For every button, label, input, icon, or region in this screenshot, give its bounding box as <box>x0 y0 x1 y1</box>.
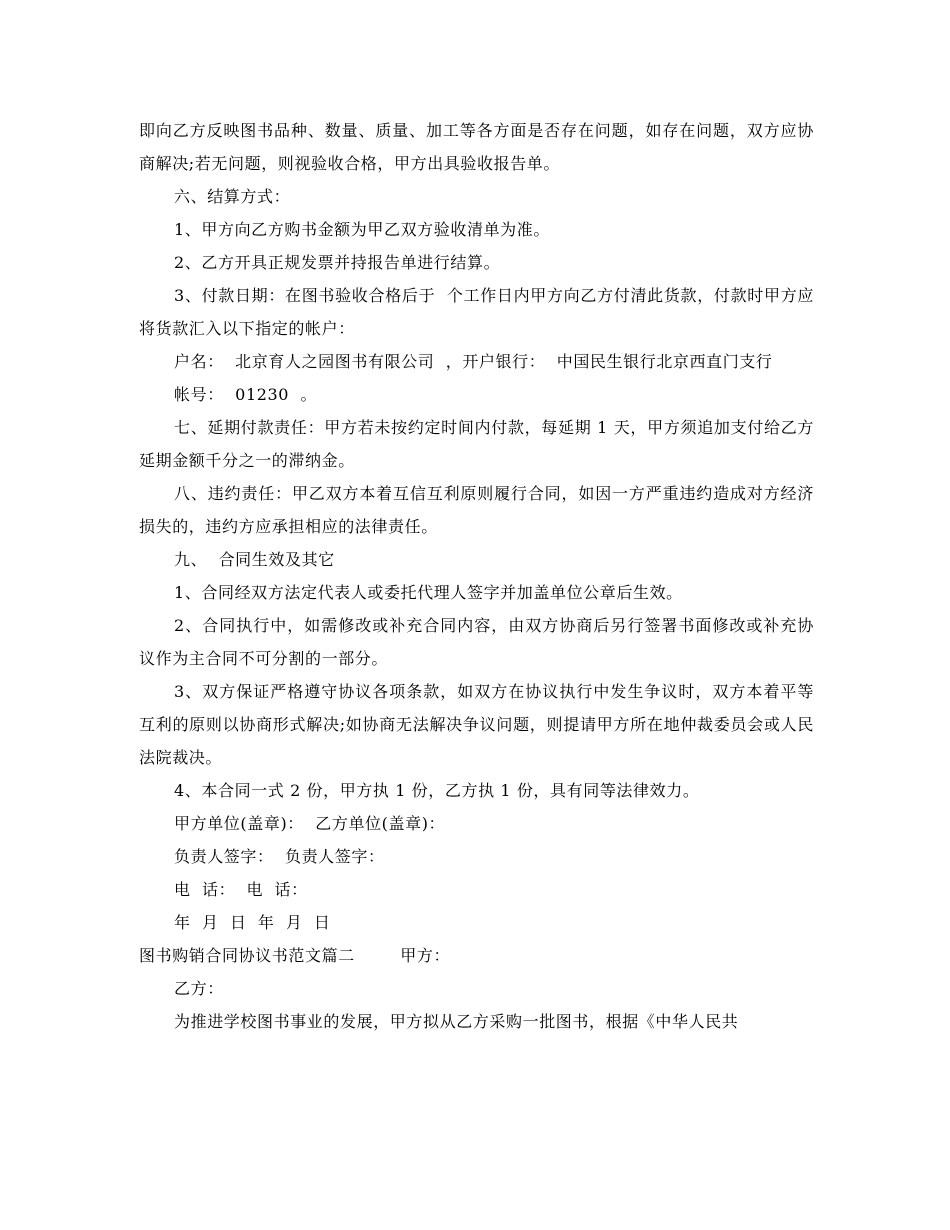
paragraph-effectiveness-1: 1、合同经双方法定代表人或委托代理人签字并加盖单位公章后生效。 <box>174 583 683 602</box>
heading-effectiveness: 九、 合同生效及其它 <box>174 550 335 569</box>
signature-phone: 电 话： 电 话： <box>174 880 308 899</box>
section-title-part-two: 图书购销合同协议书范文篇二 甲方： <box>139 946 451 965</box>
signature-unit-seal: 甲方单位(盖章)： 乙方单位(盖章)： <box>174 814 446 833</box>
document-body <box>139 114 814 1038</box>
paragraph-acceptance-continued: 即向乙方反映图书品种、数量、质量、加工等各方面是否存在问题，如存在问题，双方应协商解决;若无问题，则视验收合格，甲方出具验收报告单。 <box>139 121 814 173</box>
party-b-label: 乙方： <box>174 979 224 998</box>
signature-responsible-person: 负责人签字： 负责人签字： <box>174 847 385 866</box>
paragraph-settlement-3: 3、付款日期：在图书验收合格后于 个工作日内甲方向乙方付清此货款，付款时甲方应将货款汇入以下指定的帐户： <box>139 286 814 338</box>
paragraph-effectiveness-4: 4、本合同一式 2 份，甲方执 1 份，乙方执 1 份，具有同等法律效力。 <box>174 781 700 800</box>
paragraph-breach: 八、违约责任：甲乙双方本着互信互利原则履行合同，如因一方严重违约造成对方经济损失的，违约方应承担相应的法律责任。 <box>139 484 814 536</box>
paragraph-late-payment: 七、延期付款责任：甲方若未按约定时间内付款，每延期 1 天，甲方须追加支付给乙方延期金额千分之一的滞纳金。 <box>139 418 814 470</box>
paragraph-intro: 为推进学校图书事业的发展，甲方拟从乙方采购一批图书，根据《中华人民共 <box>174 1012 739 1031</box>
paragraph-account-number: 帐号： 01230 。 <box>174 385 318 404</box>
paragraph-effectiveness-3: 3、双方保证严格遵守协议各项条款，如双方在协议执行中发生争议时，双方本着平等互利的原则以协商形式解决;如协商无法解决争议问题，则提请甲方所在地仲裁委员会或人民法院裁决。 <box>139 682 814 767</box>
signature-date: 年 月 日 年 月 日 <box>174 913 331 932</box>
paragraph-settlement-1: 1、甲方向乙方购书金额为甲乙双方验收清单为准。 <box>174 220 550 239</box>
paragraph-settlement-2: 2、乙方开具正规发票并持报告单进行结算。 <box>174 253 501 272</box>
paragraph-account-name: 户名： 北京育人之园图书有限公司 ，开户银行： 中国民生银行北京西直门支行 <box>174 352 773 371</box>
paragraph-effectiveness-2: 2、合同执行中，如需修改或补充合同内容，由双方协商后另行签署书面修改或补充协议作为主合同不可分割的一部分。 <box>139 616 814 668</box>
heading-settlement: 六、结算方式： <box>174 187 291 206</box>
